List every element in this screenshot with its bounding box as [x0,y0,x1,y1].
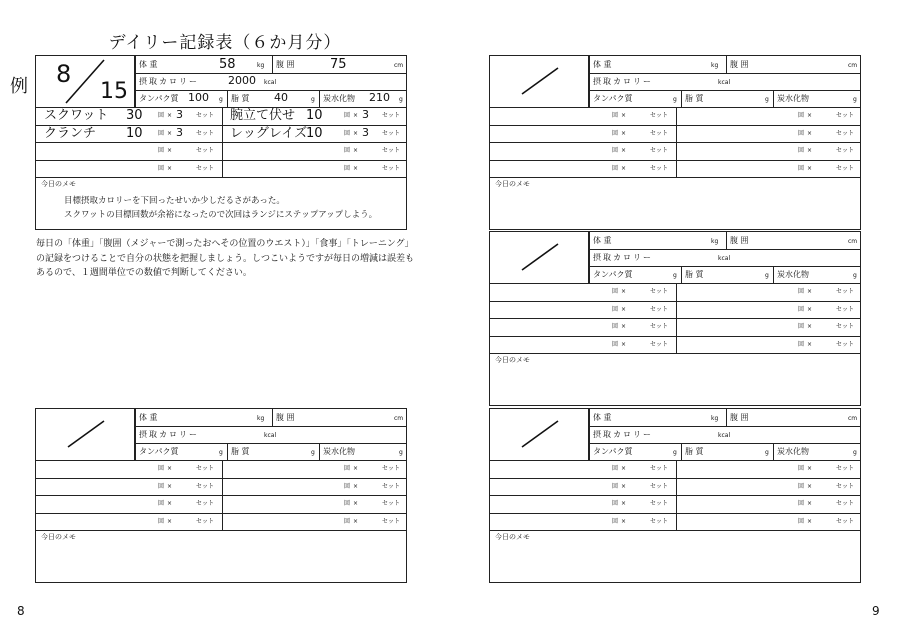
set-suffix: セット [836,288,855,295]
reps-suffix: 回 [158,147,165,154]
memo-label: 今日のメモ [495,533,530,541]
times-mark: × [621,288,627,295]
carb-label: 炭水化物 [323,447,355,456]
date-box[interactable] [36,409,135,461]
set-suffix: セット [836,465,855,472]
times-mark: × [807,517,813,525]
exercise-reps: 10 [126,125,143,141]
times-mark: × [807,129,813,137]
protein-unit: g [673,272,677,279]
carb-label: 炭水化物 [777,447,809,456]
weight-unit: kg [711,62,719,69]
reps-suffix: 回 [344,517,351,525]
date-month: 8 [56,60,72,88]
set-suffix: セット [836,164,855,172]
fat-label: 脂 質 [231,94,250,103]
weight-label: 体 重 [593,413,612,422]
reps-suffix: 回 [612,500,619,507]
set-suffix: セット [196,500,215,507]
carb-unit: g [399,449,403,456]
date-day: 15 [100,79,128,104]
set-suffix: セット [196,147,215,154]
weight-unit: kg [257,415,265,422]
exercise-name: レッグレイズ [230,125,308,141]
reps-suffix: 回 [612,164,619,172]
set-suffix: セット [196,482,215,490]
set-suffix: セット [382,147,401,154]
protein-unit: g [219,96,223,103]
times-mark: × [621,517,627,525]
reps-suffix: 回 [798,340,805,348]
times-mark: × [167,465,173,472]
protein-unit: g [673,96,677,103]
weight-unit: kg [711,415,719,422]
set-suffix: セット [650,305,669,313]
reps-suffix: 回 [612,129,619,137]
set-suffix: セット [650,288,669,295]
carb-unit: g [853,96,857,103]
calorie-label: 摂取カロリー [593,77,653,86]
weight-unit: kg [711,238,719,245]
weight-label: 体 重 [593,236,612,245]
reps-suffix: 回 [612,482,619,490]
times-mark: × [621,305,627,313]
times-mark: × [167,129,173,137]
reps-suffix: 回 [612,147,619,154]
exercise-name: 腕立て伏せ [230,108,296,123]
date-box[interactable] [490,56,589,108]
times-mark: × [621,147,627,154]
reps-suffix: 回 [612,465,619,472]
times-mark: × [167,112,173,119]
set-suffix: セット [836,129,855,137]
set-suffix: セット [650,147,669,154]
waist-unit: cm [848,62,858,69]
protein-label: タンパク質 [139,94,179,103]
daily-record-card [489,55,861,230]
exercise-reps: 10 [306,125,323,141]
memo-line: スクワットの目標回数が余裕になったので次回はランジにステップアップしよう。 [64,210,378,220]
fat-label: 脂 質 [685,270,704,279]
daily-record-card [489,231,861,406]
reps-suffix: 回 [158,164,165,172]
set-suffix: セット [836,482,855,490]
exercise-name: スクワット [44,108,109,123]
set-suffix: セット [650,465,669,472]
protein-unit: g [219,449,223,456]
waist-unit: cm [394,415,404,422]
set-suffix: セット [382,465,401,472]
reps-suffix: 回 [158,517,165,525]
exercise-sets: 3 [176,108,183,121]
set-suffix: セット [836,340,855,348]
carb-value: 210 [369,91,390,104]
fat-label: 脂 質 [685,447,704,456]
reps-suffix: 回 [344,465,351,472]
reps-suffix: 回 [612,305,619,313]
fat-unit: g [765,96,769,103]
calorie-unit: kcal [264,79,277,86]
set-suffix: セット [382,164,401,172]
waist-label: 腹 囲 [276,413,295,422]
date-slash-icon [490,56,589,108]
times-mark: × [621,340,627,348]
reps-suffix: 回 [344,500,351,507]
reps-suffix: 回 [344,129,351,137]
times-mark: × [353,164,359,172]
times-mark: × [807,147,813,154]
reps-suffix: 回 [798,305,805,313]
times-mark: × [353,482,359,490]
set-suffix: セット [196,129,215,137]
times-mark: × [353,147,359,154]
set-suffix: セット [196,112,215,119]
weight-value: 58 [219,57,236,72]
instruction-text: 毎日の「体重」「腹囲（メジャーで測ったおへその位置のウエスト）」「食事」「トレーニング」の記録をつけることで自分の状態を把握しましょう。しつこいようですが毎日の増減は誤差もあるので、１週間単位での数値で判断してください。 [36,239,415,278]
set-suffix: セット [836,305,855,313]
reps-suffix: 回 [344,112,351,119]
times-mark: × [807,112,813,119]
times-mark: × [807,500,813,507]
reps-suffix: 回 [798,500,805,507]
fat-value: 40 [274,91,288,104]
exercise-sets: 3 [362,125,369,139]
times-mark: × [167,517,173,525]
set-suffix: セット [382,482,401,490]
carb-unit: g [853,449,857,456]
reps-suffix: 回 [612,112,619,119]
reps-suffix: 回 [158,465,165,472]
times-mark: × [621,129,627,137]
reps-suffix: 回 [344,147,351,154]
reps-suffix: 回 [798,164,805,172]
fat-label: 脂 質 [685,94,704,103]
exercise-reps: 30 [126,108,143,123]
reps-suffix: 回 [798,323,805,330]
set-suffix: セット [836,500,855,507]
set-suffix: セット [196,465,215,472]
set-suffix: セット [650,500,669,507]
set-suffix: セット [382,517,401,525]
page-number-left: 8 [17,604,25,618]
calorie-value: 2000 [228,74,256,87]
waist-value: 75 [330,57,347,72]
memo-line: 目標摂取カロリーを下回ったせいか少しだるさがあった。 [64,196,285,206]
reps-suffix: 回 [798,129,805,137]
carb-label: 炭水化物 [777,94,809,103]
reps-suffix: 回 [798,147,805,154]
calorie-unit: kcal [718,432,731,439]
date-slash-icon [490,409,589,461]
times-mark: × [353,465,359,472]
protein-label: タンパク質 [139,447,179,456]
times-mark: × [167,482,173,490]
daily-record-card [35,55,407,230]
weight-label: 体 重 [139,413,158,422]
times-mark: × [167,500,173,507]
set-suffix: セット [196,164,215,172]
calorie-label: 摂取カロリー [139,77,199,86]
protein-label: タンパク質 [593,447,633,456]
times-mark: × [621,465,627,472]
reps-suffix: 回 [158,129,165,137]
times-mark: × [167,147,173,154]
waist-label: 腹 囲 [276,60,295,69]
waist-label: 腹 囲 [730,60,749,69]
set-suffix: セット [196,517,215,525]
reps-suffix: 回 [612,323,619,330]
times-mark: × [621,323,627,330]
reps-suffix: 回 [344,482,351,490]
exercise-sets: 3 [176,125,183,139]
page-number-right: 9 [872,604,880,618]
times-mark: × [353,517,359,525]
memo-label: 今日のメモ [495,180,530,188]
date-slash-icon [490,232,589,284]
calorie-label: 摂取カロリー [139,430,199,439]
carb-unit: g [399,96,403,103]
set-suffix: セット [650,164,669,172]
carb-label: 炭水化物 [777,270,809,279]
set-suffix: セット [836,147,855,154]
times-mark: × [353,129,359,137]
reps-suffix: 回 [158,482,165,490]
set-suffix: セット [382,129,401,137]
weight-label: 体 重 [593,60,612,69]
memo-label: 今日のメモ [41,533,76,541]
reps-suffix: 回 [344,164,351,172]
page-title: デイリー記録表（６か月分） [108,33,342,53]
protein-unit: g [673,449,677,456]
times-mark: × [167,164,173,172]
protein-label: タンパク質 [593,94,633,103]
reps-suffix: 回 [798,288,805,295]
calorie-unit: kcal [718,255,731,262]
protein-value: 100 [188,91,209,104]
weight-unit: kg [257,62,265,69]
date-box[interactable] [490,409,589,461]
set-suffix: セット [836,323,855,330]
set-suffix: セット [650,112,669,119]
set-suffix: セット [650,129,669,137]
fat-unit: g [765,272,769,279]
fat-unit: g [765,449,769,456]
carb-unit: g [853,272,857,279]
protein-label: タンパク質 [593,270,633,279]
fat-unit: g [311,96,315,103]
reps-suffix: 回 [158,500,165,507]
reps-suffix: 回 [798,482,805,490]
reps-suffix: 回 [612,340,619,348]
set-suffix: セット [650,340,669,348]
times-mark: × [807,465,813,472]
waist-label: 腹 囲 [730,413,749,422]
times-mark: × [621,112,627,119]
reps-suffix: 回 [158,112,165,119]
date-box[interactable] [490,232,589,284]
waist-label: 腹 囲 [730,236,749,245]
example-mark: 例 [10,76,28,97]
daily-record-card [35,408,407,583]
waist-unit: cm [394,62,404,69]
times-mark: × [807,323,813,330]
set-suffix: セット [836,112,855,119]
set-suffix: セット [382,500,401,507]
memo-label: 今日のメモ [495,356,530,364]
reps-suffix: 回 [612,517,619,525]
times-mark: × [621,500,627,507]
times-mark: × [807,305,813,313]
exercise-sets: 3 [362,108,369,121]
set-suffix: セット [836,517,855,525]
set-suffix: セット [650,323,669,330]
calorie-label: 摂取カロリー [593,253,653,262]
exercise-reps: 10 [306,108,323,123]
exercise-name: クランチ [44,125,97,141]
times-mark: × [807,340,813,348]
reps-suffix: 回 [798,517,805,525]
daily-record-card [489,408,861,583]
fat-label: 脂 質 [231,447,250,456]
times-mark: × [621,164,627,172]
calorie-label: 摂取カロリー [593,430,653,439]
times-mark: × [807,288,813,295]
waist-unit: cm [848,238,858,245]
fat-unit: g [311,449,315,456]
carb-label: 炭水化物 [323,94,355,103]
calorie-unit: kcal [264,432,277,439]
times-mark: × [807,164,813,172]
date-slash-icon [36,409,135,461]
times-mark: × [621,482,627,490]
set-suffix: セット [650,482,669,490]
calorie-unit: kcal [718,79,731,86]
waist-unit: cm [848,415,858,422]
times-mark: × [353,112,359,119]
set-suffix: セット [382,112,401,119]
memo-label: 今日のメモ [41,180,76,188]
times-mark: × [353,500,359,507]
reps-suffix: 回 [612,288,619,295]
reps-suffix: 回 [798,112,805,119]
reps-suffix: 回 [798,465,805,472]
weight-label: 体 重 [139,60,158,69]
set-suffix: セット [650,517,669,525]
times-mark: × [807,482,813,490]
